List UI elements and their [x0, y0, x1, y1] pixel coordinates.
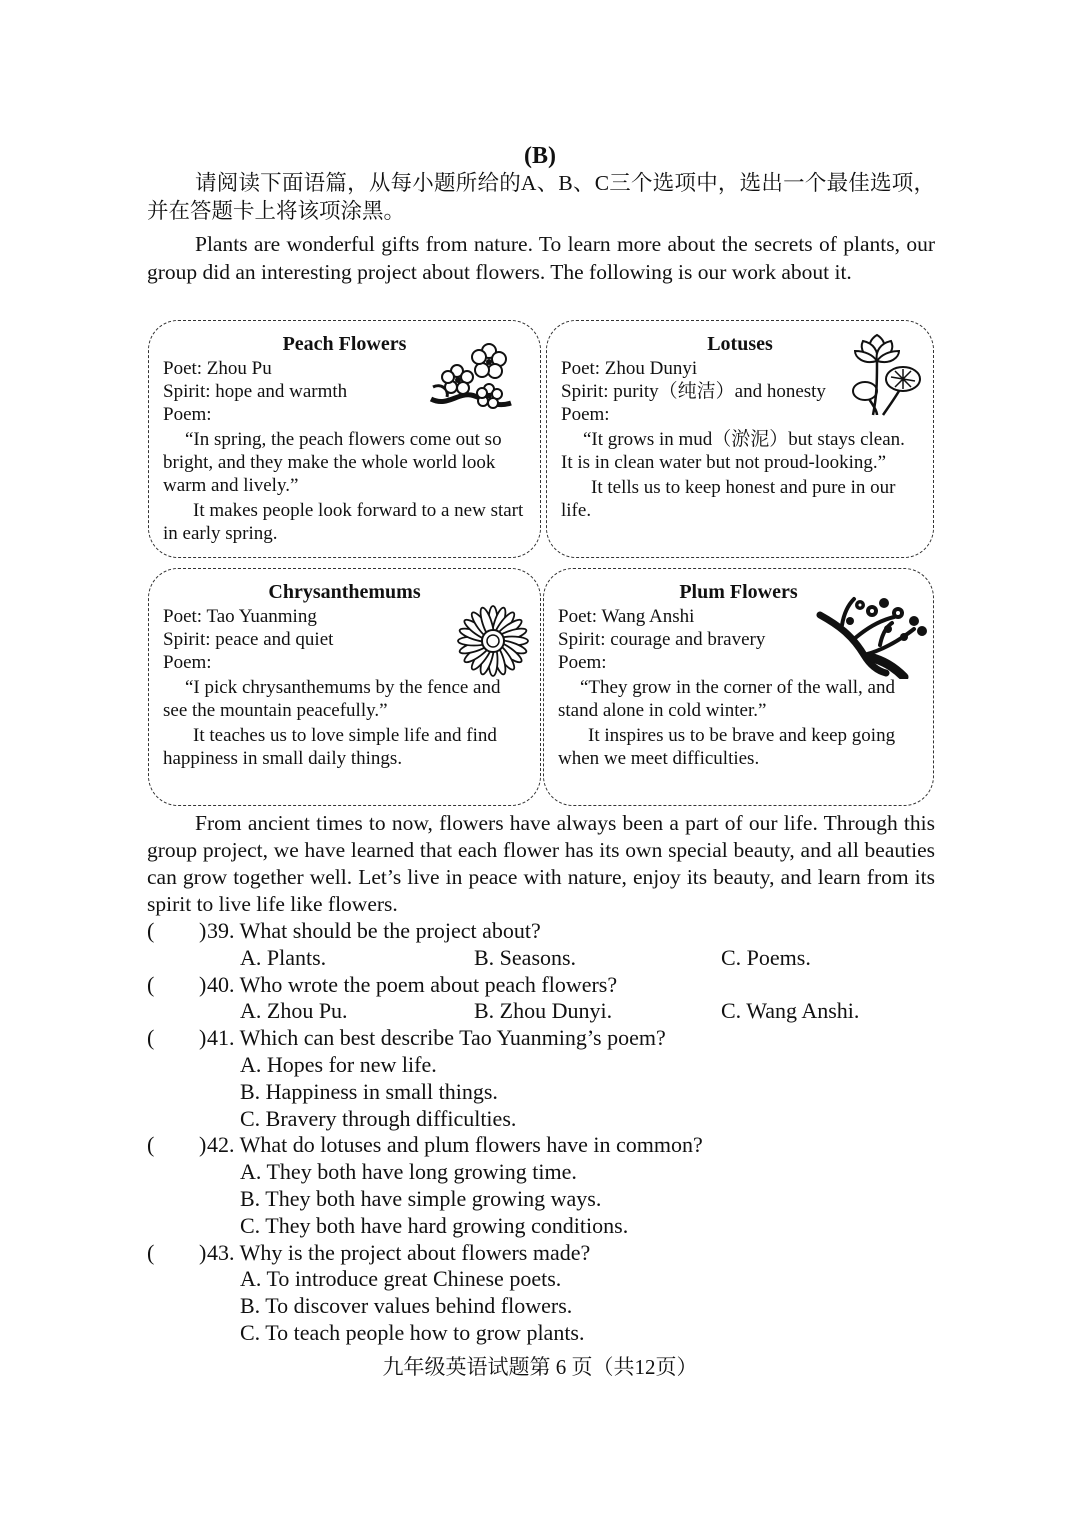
option-b[interactable]: B. They both have simple growing ways.: [240, 1185, 602, 1211]
card-spirit: Spirit: courage and bravery: [558, 629, 766, 650]
question-text: What do lotuses and plum flowers have in common?: [239, 1132, 703, 1158]
card-chrysanthemums: [148, 568, 541, 806]
conclusion-paragraph: From ancient times to now, flowers have always been a part of our life. Through this group project, we have learned that each flower has its own special beauty, and all beauties can grow together well. Let’s live in peace with nature, enjoy its beauty, and learn from its spirit to live life like flowers.: [147, 811, 935, 916]
card-poem: “In spring, the peach flowers come out so bright, and they make the whole world look warm and lively.”: [163, 429, 502, 496]
question-text: Which can best describe Tao Yuanming’s poem?: [239, 1025, 666, 1051]
option-row: [147, 998, 947, 1025]
option-a[interactable]: A. They both have long growing time.: [240, 1159, 577, 1185]
page-footer: 九年级英语试题第 6 页（共12页）: [382, 1355, 698, 1379]
question-43: ( ) 43. Why is the project about flowers made?: [147, 1239, 591, 1265]
option-c[interactable]: C. Poems.: [721, 944, 811, 970]
option-c[interactable]: C. To teach people how to grow plants.: [240, 1319, 585, 1345]
question-39: ( ) 39. What should be the project about?: [147, 918, 541, 943]
card-poet: Poet: Tao Yuanming: [163, 606, 317, 627]
card-peach-flowers: [148, 320, 541, 558]
question-42: ( ) 42. What do lotuses and plum flowers have in common?: [147, 1132, 703, 1158]
option-b[interactable]: B. Happiness in small things.: [240, 1078, 498, 1104]
card-poem-label: Poem:: [163, 404, 212, 425]
option-c[interactable]: C. Wang Anshi.: [721, 998, 860, 1024]
chrysanthemum-icon: [455, 603, 531, 679]
card-meaning: It teaches us to love simple life and find happiness in small daily things.: [163, 725, 497, 769]
card-spirit: Spirit: peace and quiet: [163, 629, 334, 650]
card-poem-label: Poem:: [561, 404, 610, 425]
card-plum-flowers: [543, 568, 934, 806]
card-spirit: Spirit: hope and warmth: [163, 381, 348, 402]
answer-blank[interactable]: (: [147, 1132, 155, 1158]
card-title: Plum Flowers: [679, 581, 798, 603]
question-41: ( ) 41. Which can best describe Tao Yuanming’s poem?: [147, 1025, 666, 1051]
answer-blank[interactable]: (: [147, 1025, 155, 1051]
intro-paragraph: Plants are wonderful gifts from nature. To learn more about the secrets of plants, our group did an interesting project about flowers. The following is our work about it.: [147, 232, 935, 284]
option-c[interactable]: C. Bravery through difficulties.: [240, 1105, 517, 1131]
lotus-icon: [847, 331, 925, 417]
card-title: Peach Flowers: [282, 333, 407, 355]
question-40: ( ) 40. Who wrote the poem about peach flowers?: [147, 971, 618, 997]
card-poem: “They grow in the corner of the wall, and stand alone in cold winter.”: [558, 677, 895, 721]
card-poem-label: Poem:: [558, 652, 607, 673]
question-text: Why is the project about flowers made?: [239, 1239, 591, 1265]
instruction-text: 请阅读下面语篇，从每小题所给的A、B、C三个选项中，选出一个最佳选项，并在答题卡上将该项涂黑。: [147, 171, 935, 223]
card-poet: Poet: Zhou Dunyi: [561, 358, 698, 379]
option-b[interactable]: B. Seasons.: [474, 944, 577, 970]
card-title: Chrysanthemums: [268, 581, 421, 603]
card-meaning: It inspires us to be brave and keep going when we meet difficulties.: [558, 725, 896, 769]
card-poet: Poet: Wang Anshi: [558, 606, 695, 627]
card-meaning: It tells us to keep honest and pure in our life.: [561, 477, 896, 521]
answer-blank[interactable]: (: [147, 918, 155, 943]
peach-blossom-icon: [427, 337, 519, 421]
card-title: Lotuses: [707, 333, 773, 355]
option-row: [147, 945, 947, 972]
section-title: (B): [524, 143, 556, 169]
question-text: What should be the project about?: [239, 918, 541, 943]
card-poet: Poet: Zhou Pu: [163, 358, 272, 379]
option-a[interactable]: A. Hopes for new life.: [240, 1051, 437, 1077]
option-b[interactable]: B. To discover values behind flowers.: [240, 1293, 573, 1319]
card-meaning: It makes people look forward to a new start in early spring.: [163, 500, 524, 544]
option-b[interactable]: B. Zhou Dunyi.: [474, 998, 613, 1024]
answer-blank[interactable]: (: [147, 1239, 155, 1265]
plum-branch-icon: [814, 595, 932, 679]
answer-blank[interactable]: (: [147, 971, 155, 997]
option-a[interactable]: A. To introduce great Chinese poets.: [240, 1266, 562, 1292]
option-a[interactable]: A. Plants.: [240, 944, 327, 970]
question-list: [147, 918, 947, 1347]
card-poem: “It grows in mud（淤泥）but stays clean. It is in clean water but not proud-looking.”: [561, 429, 905, 473]
option-a[interactable]: A. Zhou Pu.: [240, 998, 348, 1024]
option-c[interactable]: C. They both have hard growing conditions.: [240, 1212, 629, 1238]
card-poem: “I pick chrysanthemums by the fence and see the mountain peacefully.”: [163, 677, 501, 721]
question-text: Who wrote the poem about peach flowers?: [239, 971, 618, 997]
card-spirit: Spirit: purity（纯洁）and honesty: [561, 381, 826, 402]
card-poem-label: Poem:: [163, 652, 212, 673]
card-lotuses: [546, 320, 934, 558]
